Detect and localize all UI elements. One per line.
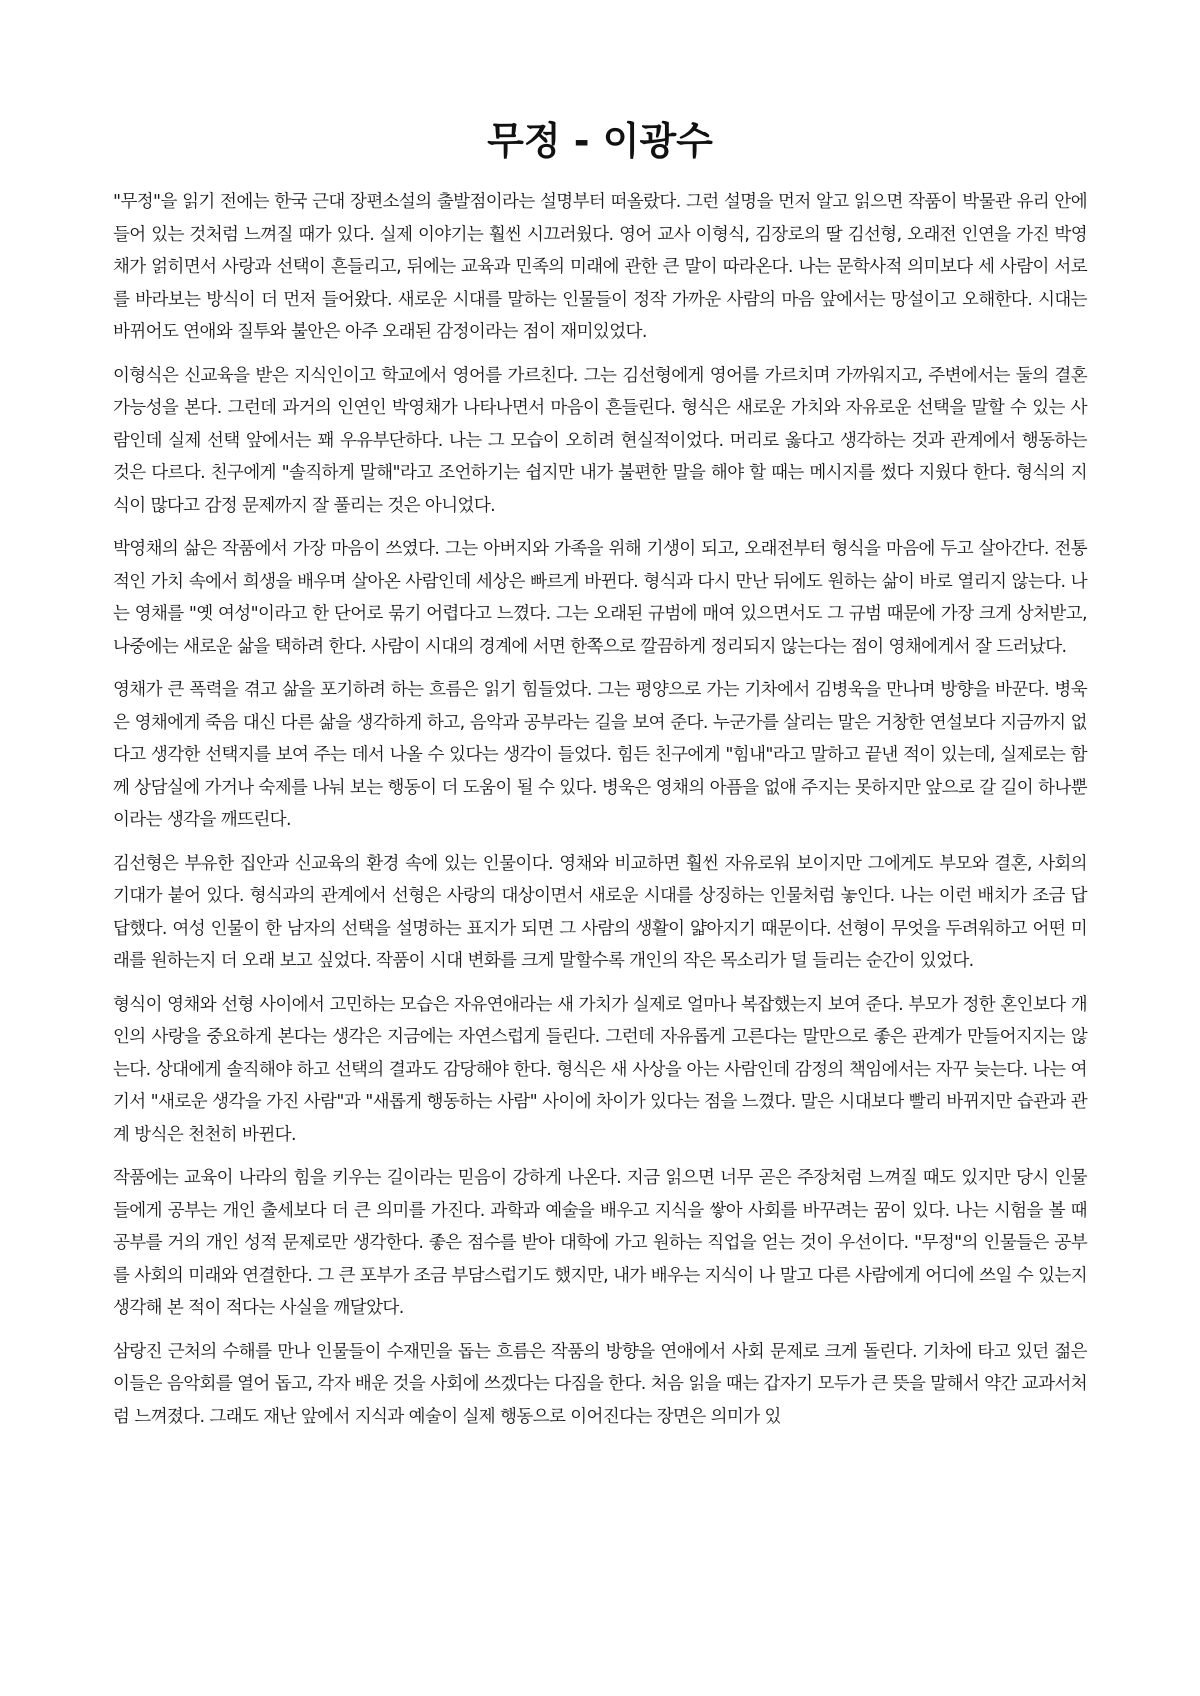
paragraph: "무정"을 읽기 전에는 한국 근대 장편소설의 출발점이라는 설명부터 떠올랐다. 그런 설명을 먼저 알고 읽으면 작품이 박물관 유리 안에 들어 있는 것처럼 느껴질 때가 있다. 실제 이야기는 훨씬 시끄러웠다. 영어 교사 이형식, 김장로의 딸 김선형, 오래전 인연을 가진 박영채가 얽히면서 사랑과 선택이 흔들리고, 뒤에는 교육과 민족의 미래에 관한 큰 말이 따라온다. 나는 문학사적 의미보다 세 사람이 서로를 바라보는 방식이 더 먼저 들어왔다. 새로운 시대를 말하는 인물들이 정작 가까운 사람의 마음 앞에서는 망설이고 오해한다. 시대는 바뀌어도 연애와 질투와 불안은 아주 오래된 감정이라는 점이 재미있었다.: [113, 192, 1087, 342]
document-title: 무정 - 이광수: [487, 119, 713, 163]
paragraph: 삼랑진 근처의 수해를 만나 인물들이 수재민을 돕는 흐름은 작품의 방향을 연애에서 사회 문제로 크게 돌린다. 기차에 타고 있던 젊은이들은 음악회를 열어 돕고, 각자 배운 것을 사회에 쓰겠다는 다짐을 한다. 처음 읽을 때는 갑자기 모두가 큰 뜻을 말해서 약간 교과서처럼 느껴졌다. 그래도 재난 앞에서 지식과 예술이 실제 행동으로 이어진다는 장면은 의미가 있: [113, 1341, 1087, 1427]
paragraph: 박영채의 삶은 작품에서 가장 마음이 쓰였다. 그는 아버지와 가족을 위해 기생이 되고, 오래전부터 형식을 마음에 두고 살아간다. 전통적인 가치 속에서 희생을 배우며 살아온 사람인데 세상은 빠르게 바뀐다. 형식과 다시 만난 뒤에도 원하는 삶이 바로 열리지 않는다. 나는 영채를 "옛 여성"이라고 한 단어로 묶기 어렵다고 느꼈다. 그는 오래된 규범에 매여 있으면서도 그 규범 때문에 가장 크게 상처받고, 나중에는 새로운 삶을 택하려 한다. 사람이 시대의 경계에 서면 한쪽으로 깔끔하게 정리되지 않는다는 점이 영채에게서 잘 드러났다.: [113, 539, 1087, 657]
paragraph: 김선형은 부유한 집안과 신교육의 환경 속에 있는 인물이다. 영채와 비교하면 훨씬 자유로워 보이지만 그에게도 부모와 결혼, 사회의 기대가 붙어 있다. 형식과의 관계에서 선형은 사랑의 대상이면서 새로운 시대를 상징하는 인물처럼 놓인다. 나는 이런 배치가 조금 답답했다. 여성 인물이 한 남자의 선택을 설명하는 표지가 되면 그 사람의 생활이 얇아지기 때문이다. 선형이 무엇을 두려워하고 어떤 미래를 원하는지 더 오래 보고 싶었다. 작품이 시대 변화를 크게 말할수록 개인의 작은 목소리가 덜 들리는 순간이 있었다.: [113, 853, 1087, 971]
paragraph: 형식이 영채와 선형 사이에서 고민하는 모습은 자유연애라는 새 가치가 실제로 얼마나 복잡했는지 보여 준다. 부모가 정한 혼인보다 개인의 사랑을 중요하게 본다는 생각은 지금에는 자연스럽게 들린다. 그런데 자유롭게 고른다는 말만으로 좋은 관계가 만들어지지는 않는다. 상대에게 솔직해야 하고 선택의 결과도 감당해야 한다. 형식은 새 사상을 아는 사람인데 감정의 책임에서는 자꾸 늦는다. 나는 여기서 "새로운 생각을 가진 사람"과 "새롭게 행동하는 사람" 사이에 차이가 있다는 점을 느꼈다. 말은 시대보다 빨리 바뀌지만 습관과 관계 방식은 천천히 바뀐다.: [113, 994, 1087, 1145]
document-body: [113, 186, 1087, 1444]
paragraph: 이형식은 신교육을 받은 지식인이고 학교에서 영어를 가르친다. 그는 김선형에게 영어를 가르치며 가까워지고, 주변에서는 둘의 결혼 가능성을 본다. 그런데 과거의 인연인 박영채가 나타나면서 마음이 흔들린다. 형식은 새로운 가치와 자유로운 선택을 말할 수 있는 사람인데 실제 선택 앞에서는 꽤 우유부단하다. 나는 그 모습이 오히려 현실적이었다. 머리로 옳다고 생각하는 것과 관계에서 행동하는 것은 다르다. 친구에게 "솔직하게 말해"라고 조언하기는 쉽지만 내가 불편한 말을 해야 할 때는 메시지를 썼다 지웠다 한다. 형식의 지식이 많다고 감정 문제까지 잘 풀리는 것은 아니었다.: [113, 365, 1087, 516]
paragraph: 영채가 큰 폭력을 겪고 삶을 포기하려 하는 흐름은 읽기 힘들었다. 그는 평양으로 가는 기차에서 김병욱을 만나며 방향을 바꾼다. 병욱은 영채에게 죽음 대신 다른 삶을 생각하게 하고, 음악과 공부라는 길을 보여 준다. 누군가를 살리는 말은 거창한 연설보다 지금까지 없다고 생각한 선택지를 보여 주는 데서 나올 수 있다는 생각이 들었다. 힘든 친구에게 "힘내"라고 말하고 끝낸 적이 있는데, 실제로는 함께 상담실에 가거나 숙제를 나눠 보는 행동이 더 도움이 될 수 있다. 병욱은 영채의 아픔을 없애 주지는 못하지만 앞으로 갈 길이 하나뿐이라는 생각을 깨뜨린다.: [113, 680, 1087, 830]
paragraph: 작품에는 교육이 나라의 힘을 키우는 길이라는 믿음이 강하게 나온다. 지금 읽으면 너무 곧은 주장처럼 느껴질 때도 있지만 당시 인물들에게 공부는 개인 출세보다 더 큰 의미를 가진다. 과학과 예술을 배우고 지식을 쌓아 사회를 바꾸려는 꿈이 있다. 나는 시험을 볼 때 공부를 거의 개인 성적 문제로만 생각한다. 좋은 점수를 받아 대학에 가고 원하는 직업을 얻는 것이 우선이다. "무정"의 인물들은 공부를 사회의 미래와 연결한다. 그 큰 포부가 조금 부담스럽기도 했지만, 내가 배우는 지식이 나 말고 다른 사람에게 어디에 쓰일 수 있는지 생각해 본 적이 적다는 사실을 깨달았다.: [113, 1168, 1087, 1318]
